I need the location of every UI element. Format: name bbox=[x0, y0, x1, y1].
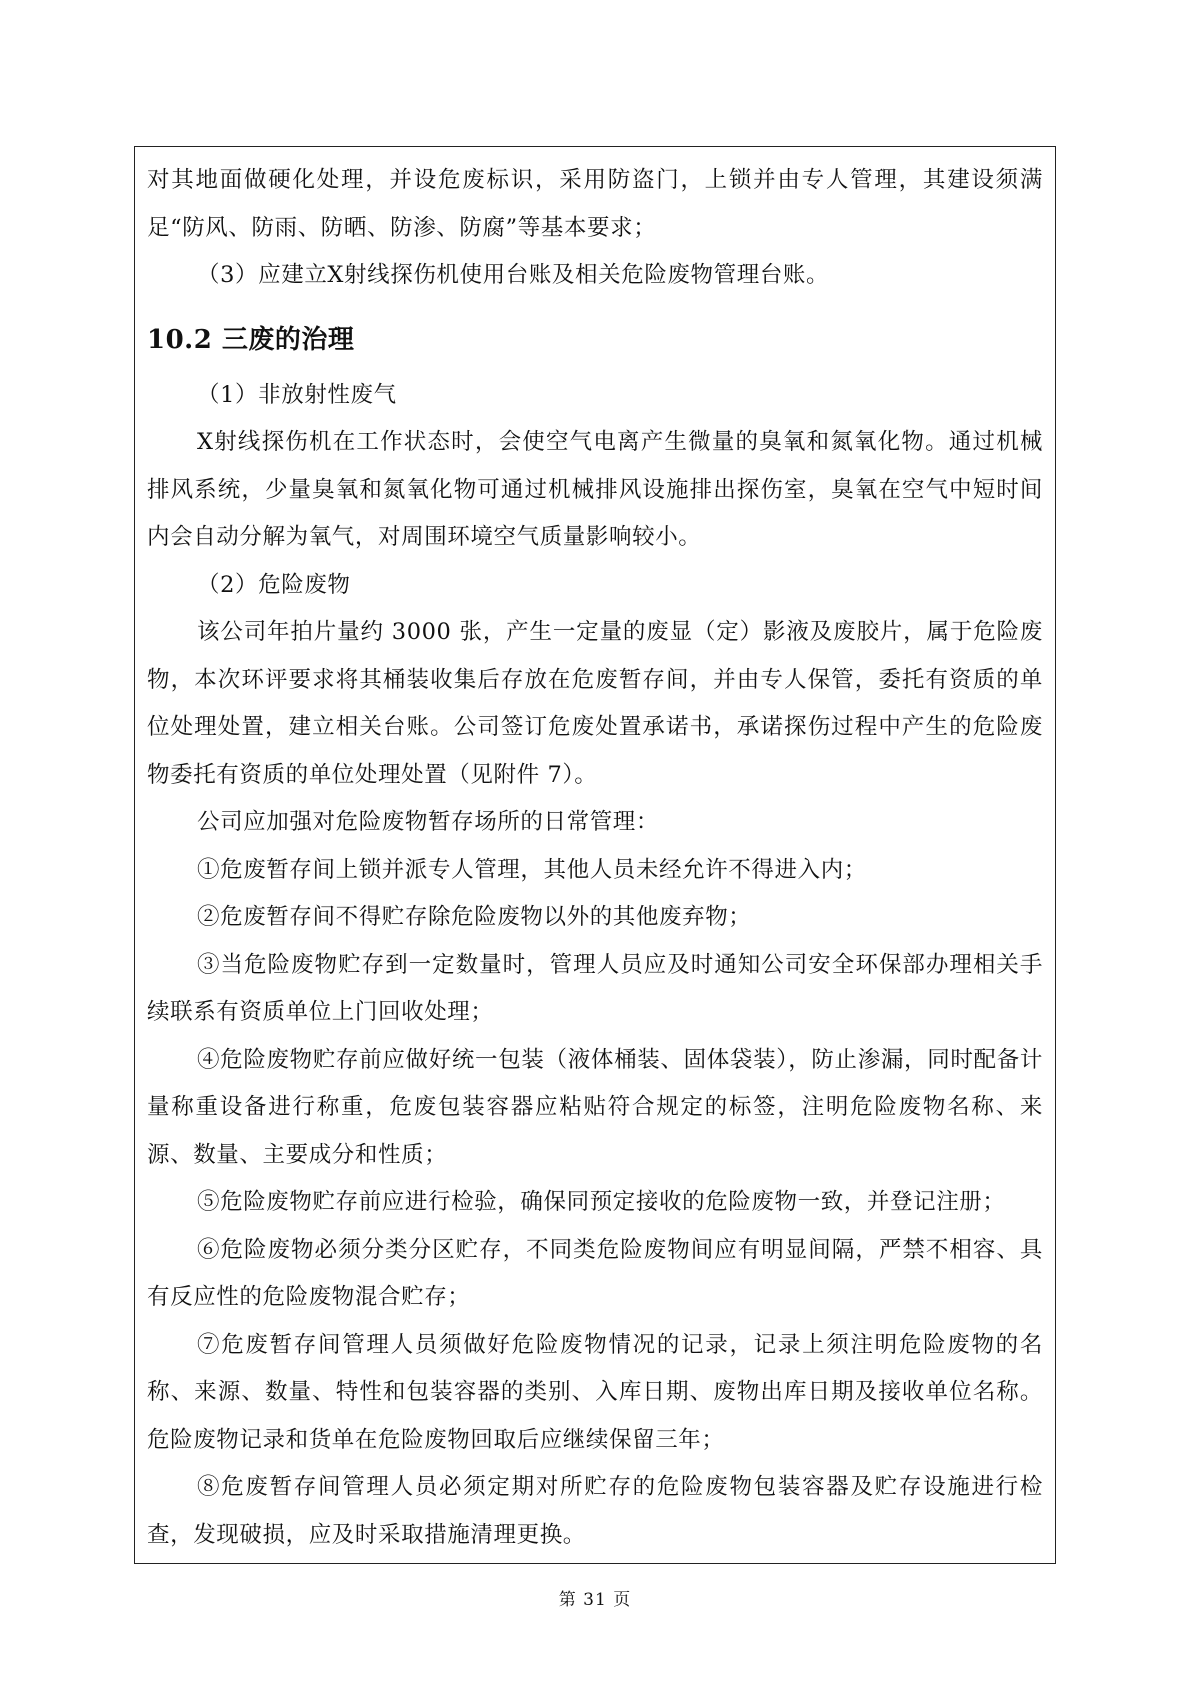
page-number: 第 31 页 bbox=[558, 1590, 632, 1610]
section-title: 10.2 三废的治理 bbox=[147, 324, 355, 355]
intro-paragraph-2: （3）应建立X射线探伤机使用台账及相关危险废物管理台账。 bbox=[197, 262, 830, 288]
list-item-3: ③当危险废物贮存到一定数量时，管理人员应及时通知公司安全环保部办理相关手续联系有资质单位上门回收处理； bbox=[147, 951, 1043, 1025]
list-item-8: ⑧危废暂存间管理人员必须定期对所贮存的危险废物包装容器及贮存设施进行检查，发现破损，应及时采取措施清理更换。 bbox=[147, 1474, 1043, 1548]
list-item-6: ⑥危险废物必须分类分区贮存，不同类危险废物间应有明显间隔，严禁不相容、具有反应性的危险废物混合贮存； bbox=[147, 1236, 1043, 1310]
subheading-exhaust: （1）非放射性废气 bbox=[197, 381, 397, 408]
paragraph-exhaust: X射线探伤机在工作状态时，会使空气电离产生微量的臭氧和氮氧化物。通过机械排风系统，少量臭氧和氮氧化物可通过机械排风设施排出探伤室，臭氧在空气中短时间内会自动分解为氧气，对周围环境空气质量影响较小。 bbox=[147, 429, 1043, 550]
list-item-2: ②危废暂存间不得贮存除危险废物以外的其他废弃物； bbox=[197, 904, 752, 930]
list-item-4: ④危险废物贮存前应做好统一包装（液体桶装、固体袋装），防止渗漏，同时配备计量称重设备进行称重，危废包装容器应粘贴符合规定的标签，注明危险废物名称、来源、数量、主要成分和性质； bbox=[147, 1046, 1043, 1168]
list-item-5: ⑤危险废物贮存前应进行检验，确保同预定接收的危险废物一致，并登记注册； bbox=[197, 1189, 1006, 1215]
document-frame bbox=[134, 146, 1056, 1564]
paragraph-management-intro: 公司应加强对危险废物暂存场所的日常管理： bbox=[197, 809, 660, 835]
subheading-hazardous-waste: （2）危险废物 bbox=[197, 571, 351, 598]
list-item-7: ⑦危废暂存间管理人员须做好危险废物情况的记录，记录上须注明危险废物的名称、来源、数量、特性和包装容器的类别、入库日期、废物出库日期及接收单位名称。危险废物记录和货单在危险废物回取后应继续保留三年； bbox=[147, 1331, 1043, 1453]
list-item-1: ①危废暂存间上锁并派专人管理，其他人员未经允许不得进入内； bbox=[197, 856, 867, 883]
intro-paragraph-1: 对其地面做硬化处理，并设危废标识，采用防盗门，上锁并由专人管理，其建设须满足“防风、防雨、防晒、防渗、防腐”等基本要求； bbox=[147, 167, 1043, 241]
paragraph-hazardous-waste: 该公司年拍片量约 3000 张，产生一定量的废显（定）影液及废胶片，属于危险废物，本次环评要求将其桶装收集后存放在危废暂存间，并由专人保管，委托有资质的单位处理处置，建立相关台账。公司签订危废处置承诺书，承诺探伤过程中产生的危险废物委托有资质的单位处理处置（见附件 7）。 bbox=[147, 619, 1043, 788]
